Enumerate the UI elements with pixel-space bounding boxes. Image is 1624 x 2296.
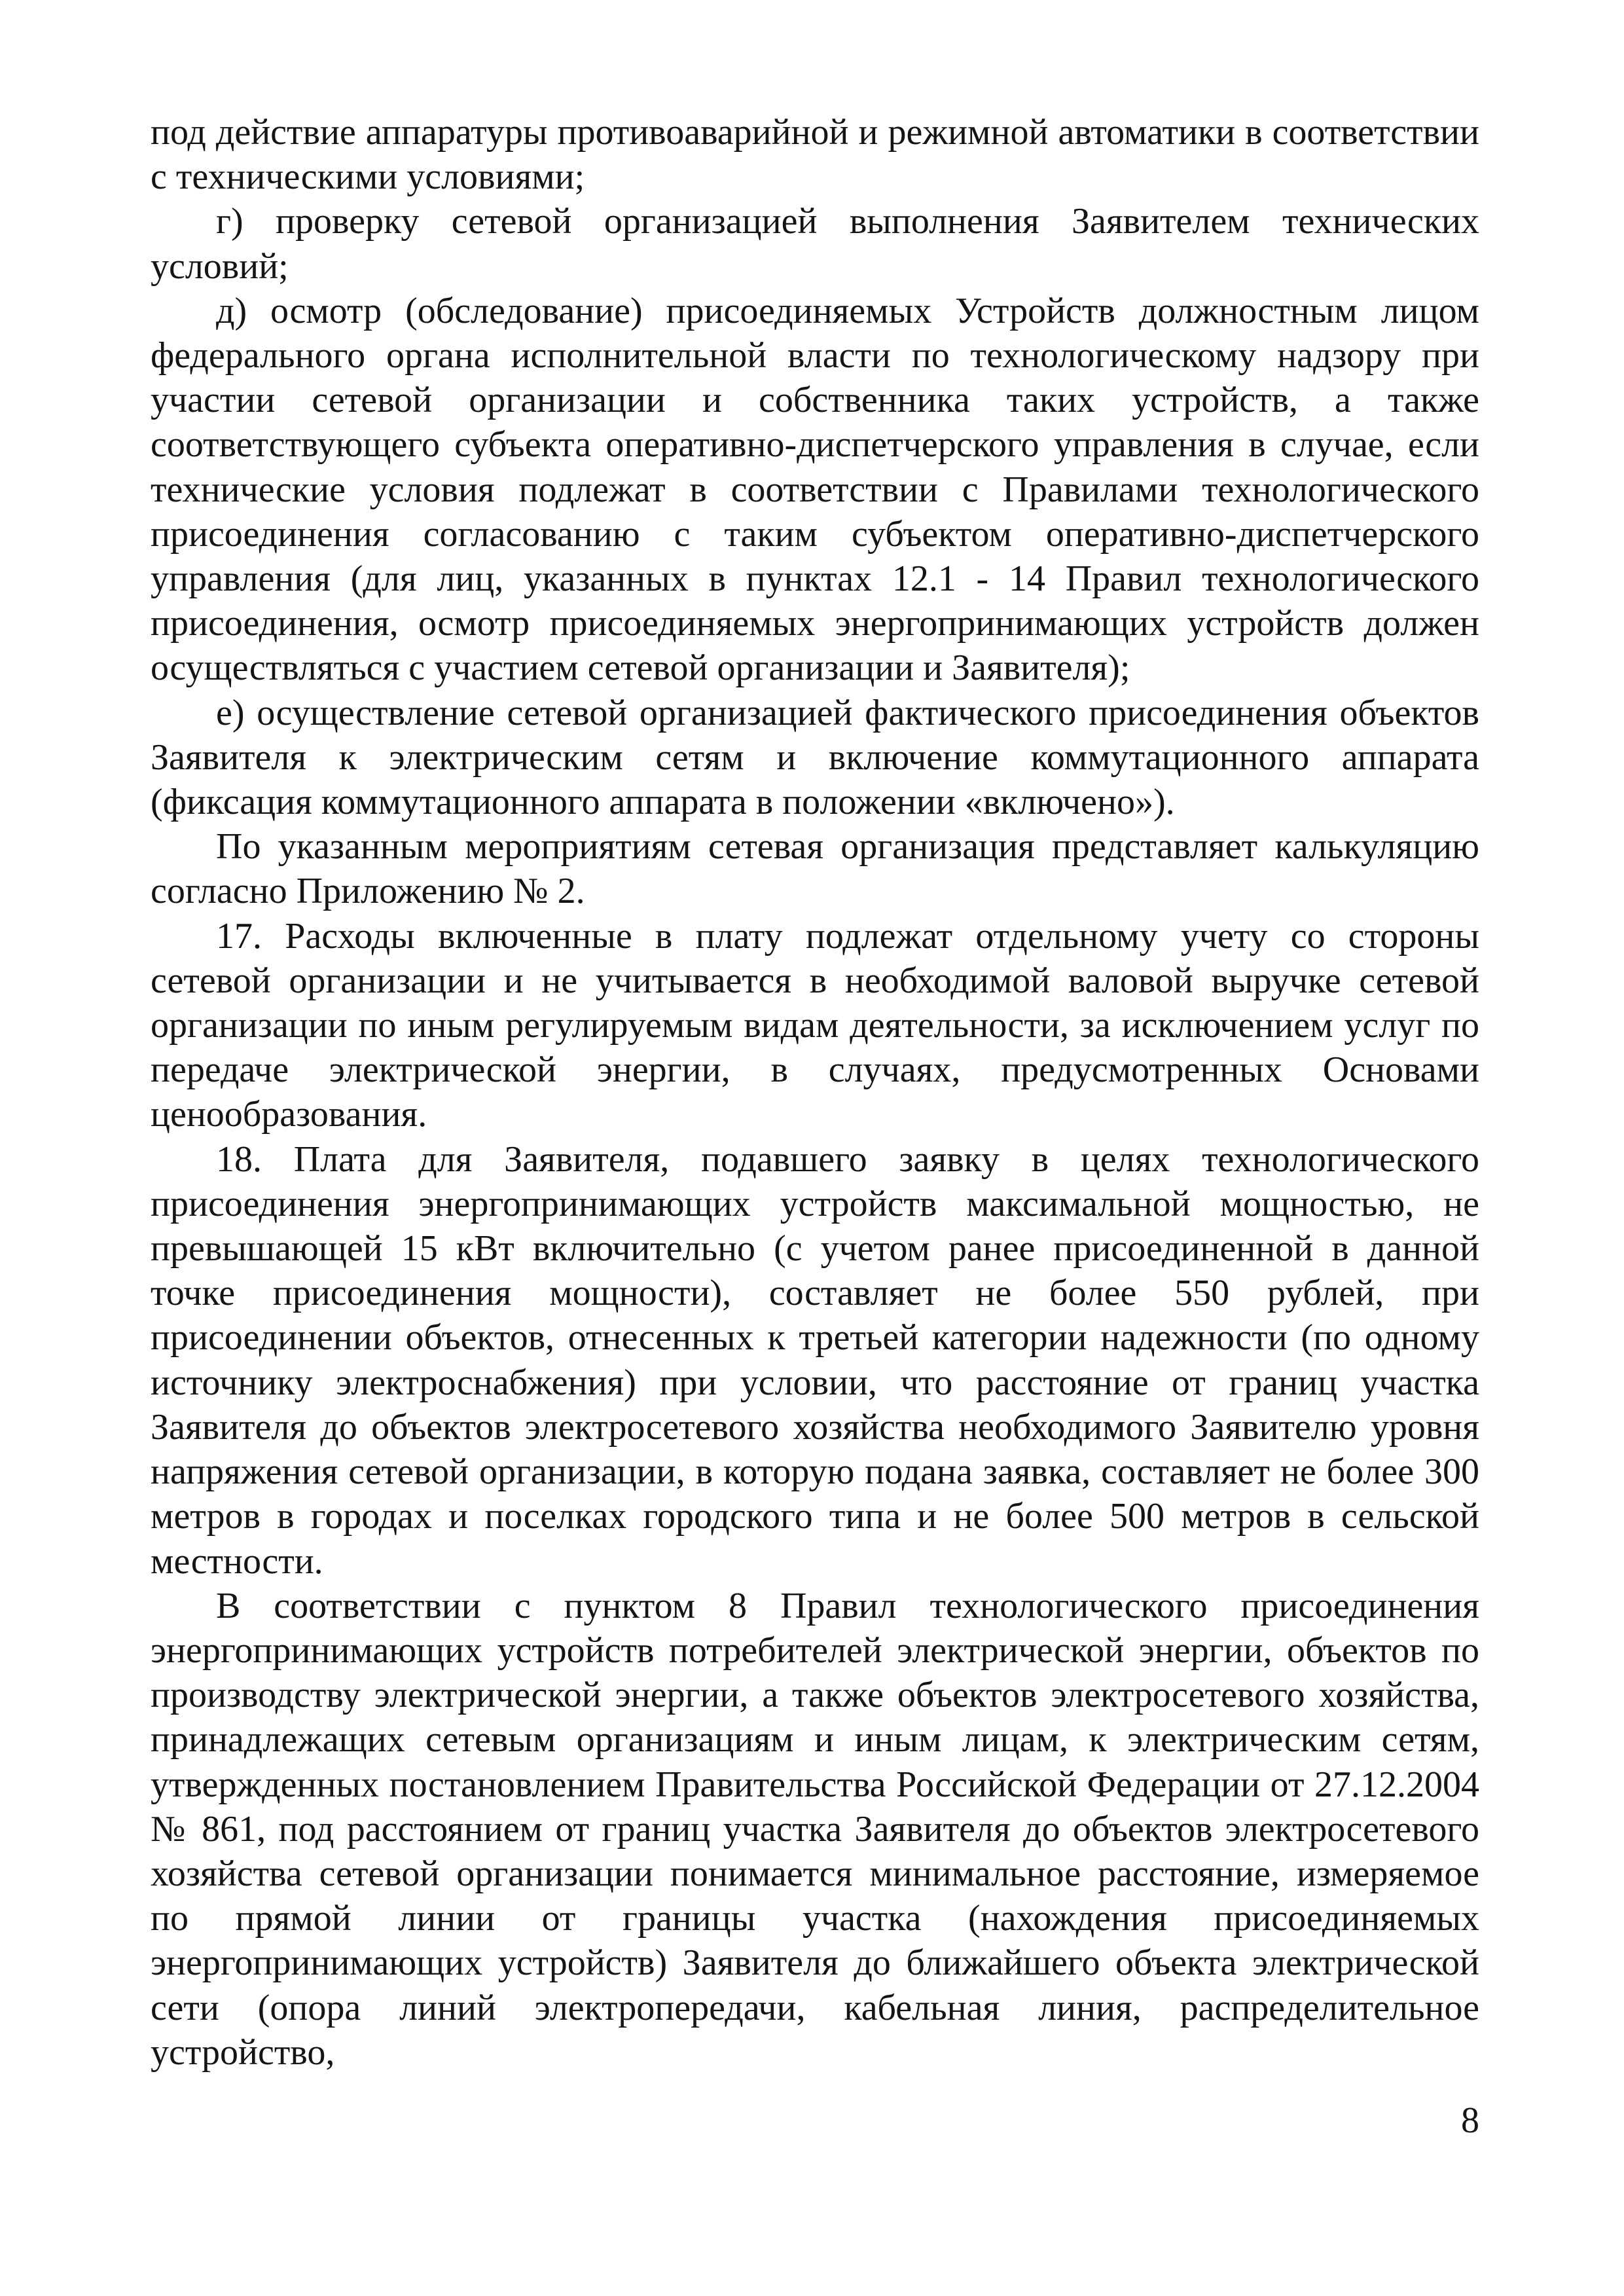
paragraph-item-e: е) осуществление сетевой организацией фактического присоединения объектов Заявителя к электрическим сетям и включение коммутационного аппарата (фиксация коммутационного аппарата в положении «включено»). [151,692,1479,823]
paragraph-18: 18. Плата для Заявителя, подавшего заявку в целях технологического присоединения энергопринимающих устройств максимальной мощностью, не превышающей 15 кВт включительно (с учетом ранее присоединенной в данной точке присоединения мощности), составляет не более 550 рублей, при присоединении объектов, отнесенных к третьей категории надежности (по одному источнику электроснабжения) при условии, что расстояние от границ участка Заявителя до объектов электросетевого хозяйства необходимого Заявителю уровня напряжения сетевой организации, в которую подана заявка, составляет не более 300 метров в городах и поселках городского типа и не более 500 метров в сельской местности. [151,1139,1479,1582]
paragraph-continuation: под действие аппаратуры противоаварийной и режимной автоматики в соответствии с техническими условиями; [151,112,1479,198]
paragraph-17: 17. Расходы включенные в плату подлежат отдельному учету со стороны сетевой организации и не учитывается в необходимой валовой выручке сетевой организации по иным регулируемым видам деятельности, за исключением услуг по передаче электрической энергии, в случаях, предусмотренных Основами ценообразования. [151,915,1479,1135]
document-page [151,110,1479,2075]
page-number: 8 [1461,2100,1479,2141]
paragraph-rules-point-8: В соответствии с пунктом 8 Правил технологического присоединения энергопринимающих устройств потребителей электрической энергии, объектов по производству электрической энергии, а также объектов электросетевого хозяйства, принадлежащих сетевым организациям и иным лицам, к электрическим сетям, утвержденных постановлением Правительства Российской Федерации от 27.12.2004 № 861, под расстоянием от границ участка Заявителя до объектов электросетевого хозяйства сетевой организации понимается минимальное расстояние, измеряемое по прямой линии от границы участка (нахождения присоединяемых энергопринимающих устройств) Заявителя до ближайшего объекта электрической сети (опора линий электропередачи, кабельная линия, распределительное устройство, [151,1585,1479,2073]
paragraph-calculation: По указанным мероприятиям сетевая организация представляет калькуляцию согласно Приложению № 2. [151,826,1479,912]
paragraph-item-d: д) осмотр (обследование) присоединяемых Устройств должностным лицом федерального органа исполнительной власти по технологическому надзору при участии сетевой организации и собственника таких устройств, а также соответствующего субъекта оперативно-диспетчерского управления в случае, если технические условия подлежат в соответствии с Правилами технологического присоединения согласованию с таким субъектом оперативно-диспетчерского управления (для лиц, указанных в пунктах 12.1 - 14 Правил технологического присоединения, осмотр присоединяемых энергопринимающих устройств должен осуществляться с участием сетевой организации и Заявителя); [151,290,1479,689]
paragraph-item-g: г) проверку сетевой организацией выполнения Заявителем технических условий; [151,201,1479,287]
